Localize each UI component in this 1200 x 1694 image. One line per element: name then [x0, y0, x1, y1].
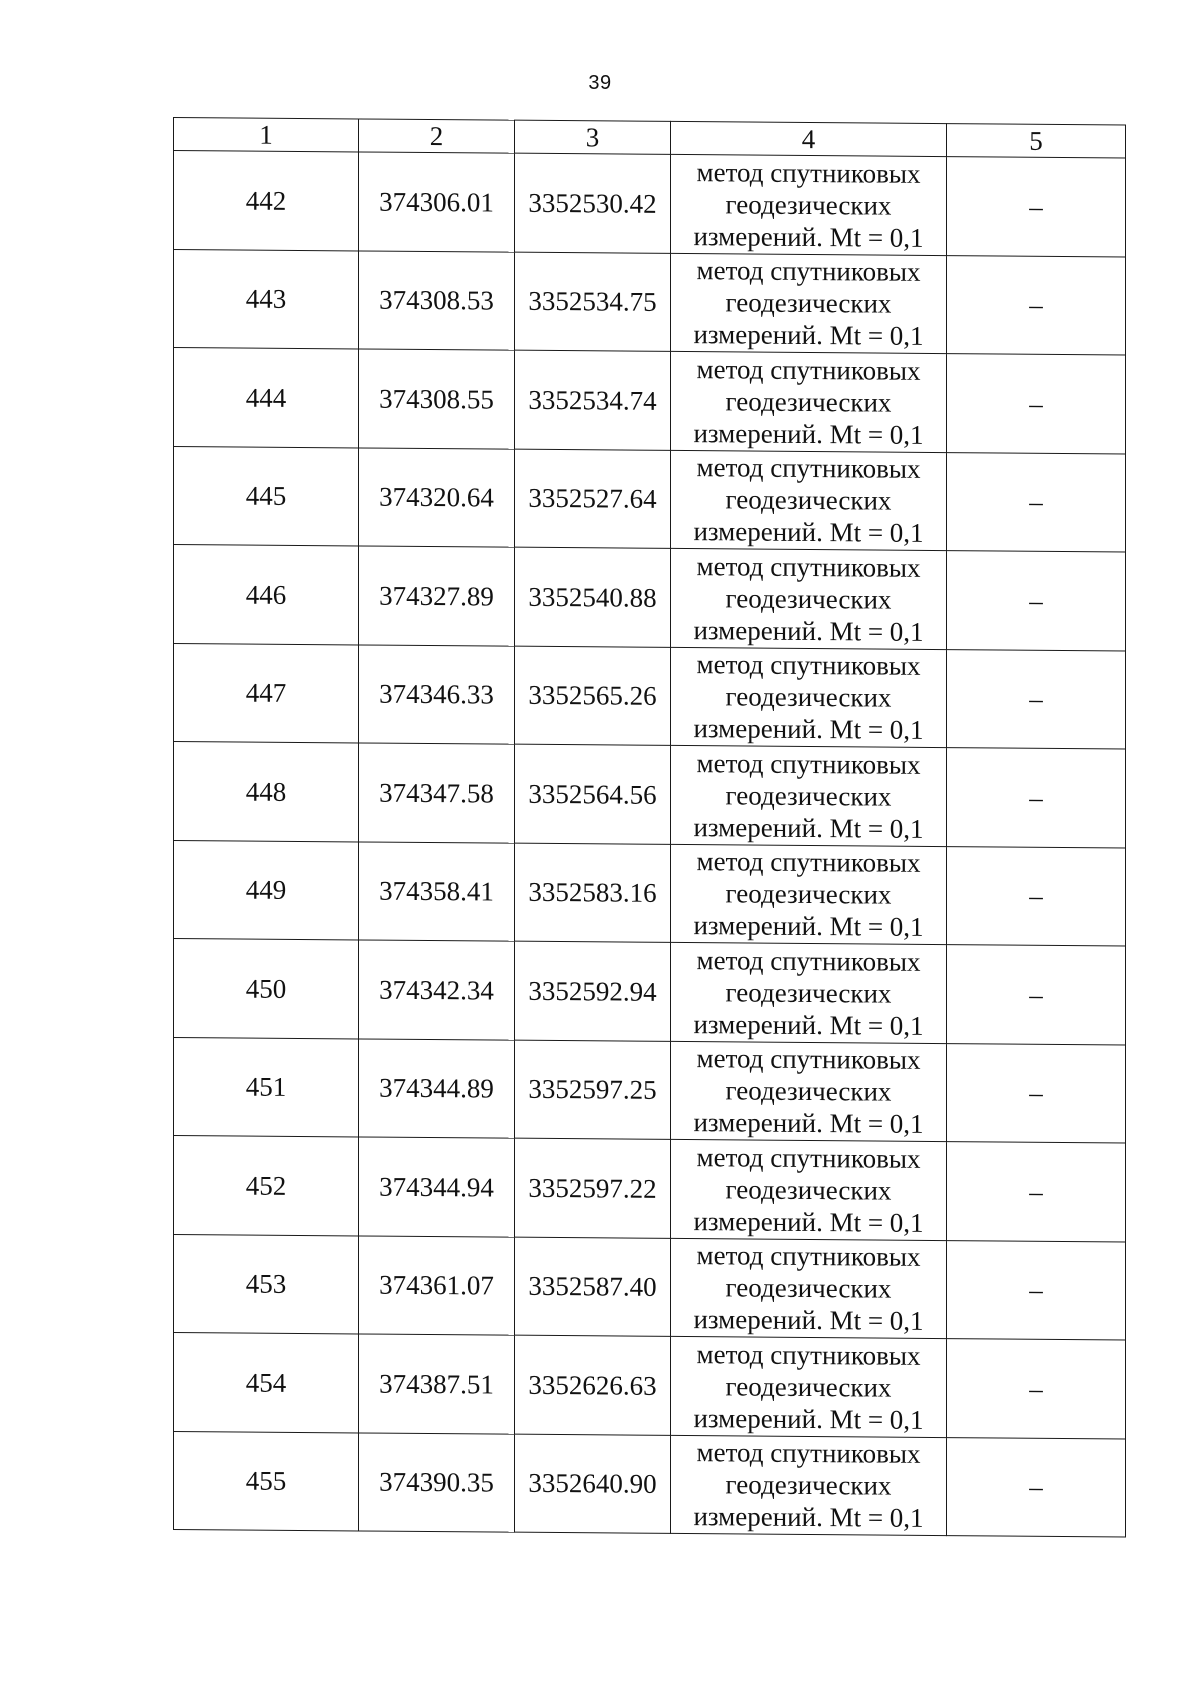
page-number: 39 [588, 72, 612, 94]
method-text-line: измерений. Mt = 0,1 [693, 1205, 924, 1238]
y-coordinate-cell: 3352564.56 [515, 744, 671, 844]
note-cell: – [947, 1043, 1126, 1143]
point-number-cell: 453 [174, 1234, 359, 1334]
note-cell: – [947, 649, 1126, 749]
method-text-line: метод спутниковых [696, 1141, 921, 1174]
x-coordinate-cell: 374308.53 [359, 250, 515, 350]
method-cell [671, 1041, 947, 1142]
method-text-line: измерений. Mt = 0,1 [693, 417, 924, 450]
point-number-cell: 451 [174, 1037, 359, 1137]
y-coordinate-cell: 3352530.42 [515, 153, 671, 253]
table-row [174, 151, 1126, 257]
point-number-cell: 448 [174, 742, 359, 842]
method-text-line: геодезических [725, 1075, 892, 1107]
column-header-3: 3 [515, 120, 671, 154]
note-cell: – [947, 551, 1126, 651]
table-row [174, 1037, 1126, 1143]
method-text-line: метод спутниковых [696, 353, 921, 386]
table-row [174, 1431, 1126, 1537]
y-coordinate-cell: 3352565.26 [515, 646, 671, 746]
method-text-line: измерений. Mt = 0,1 [693, 516, 924, 549]
method-text-line: геодезических [725, 1272, 892, 1304]
y-coordinate-cell: 3352597.22 [515, 1138, 671, 1238]
y-coordinate-cell: 3352626.63 [515, 1335, 671, 1435]
table-row [174, 1234, 1126, 1340]
table-row [174, 348, 1126, 454]
method-cell [671, 1139, 947, 1240]
x-coordinate-cell: 374361.07 [359, 1235, 515, 1335]
method-cell [671, 351, 947, 452]
point-number-cell: 444 [174, 348, 359, 448]
x-coordinate-cell: 374306.01 [359, 152, 515, 252]
method-text-line: геодезических [725, 386, 892, 418]
point-number-cell: 455 [174, 1431, 359, 1531]
point-number-cell: 443 [174, 249, 359, 349]
table-row [174, 840, 1126, 946]
method-text-line: измерений. Mt = 0,1 [693, 1304, 924, 1337]
method-cell [671, 745, 947, 846]
x-coordinate-cell: 374358.41 [359, 841, 515, 941]
method-text-line: измерений. Mt = 0,1 [693, 1501, 924, 1534]
table-row [174, 545, 1126, 651]
method-text-line: измерений. Mt = 0,1 [693, 1008, 924, 1041]
method-text-line: геодезических [725, 780, 892, 812]
method-cell [671, 1336, 947, 1437]
x-coordinate-cell: 374346.33 [359, 644, 515, 744]
method-text-line: метод спутниковых [696, 255, 921, 288]
table-row [174, 1136, 1126, 1242]
method-cell [671, 548, 947, 649]
table-row [174, 643, 1126, 749]
x-coordinate-cell: 374320.64 [359, 447, 515, 547]
note-cell: – [947, 354, 1126, 454]
method-text-line: измерений. Mt = 0,1 [693, 910, 924, 943]
x-coordinate-cell: 374344.89 [359, 1038, 515, 1138]
method-cell [671, 647, 947, 748]
method-text-line: метод спутниковых [696, 452, 921, 485]
method-text-line: измерений. Mt = 0,1 [693, 811, 924, 844]
method-text-line: метод спутниковых [696, 156, 921, 189]
y-coordinate-cell: 3352587.40 [515, 1237, 671, 1337]
method-text-line: измерений. Mt = 0,1 [693, 1402, 924, 1435]
note-cell: – [947, 748, 1126, 848]
y-coordinate-cell: 3352527.64 [515, 449, 671, 549]
note-cell: – [947, 255, 1126, 355]
method-text-line: измерений. Mt = 0,1 [693, 1107, 924, 1140]
table-row [174, 742, 1126, 848]
method-text-line: метод спутниковых [696, 846, 921, 879]
point-number-cell: 445 [174, 446, 359, 546]
column-header-2: 2 [359, 119, 515, 153]
method-text-line: геодезических [725, 1469, 892, 1501]
method-text-line: геодезических [725, 287, 892, 319]
x-coordinate-cell: 374342.34 [359, 940, 515, 1040]
table-body [174, 151, 1126, 1537]
y-coordinate-cell: 3352534.75 [515, 252, 671, 352]
method-text-line: измерений. Mt = 0,1 [693, 220, 924, 253]
coordinates-table [173, 117, 1126, 1537]
method-text-line: геодезических [725, 583, 892, 615]
point-number-cell: 449 [174, 840, 359, 940]
table-row [174, 446, 1126, 552]
method-cell [671, 450, 947, 551]
method-cell [671, 253, 947, 354]
note-cell: – [947, 1437, 1126, 1537]
method-text-line: геодезических [725, 681, 892, 713]
note-cell: – [947, 945, 1126, 1045]
x-coordinate-cell: 374308.55 [359, 349, 515, 449]
method-text-line: измерений. Mt = 0,1 [693, 713, 924, 746]
point-number-cell: 447 [174, 643, 359, 743]
y-coordinate-cell: 3352597.25 [515, 1040, 671, 1140]
column-header-5: 5 [947, 124, 1126, 158]
method-cell [671, 1238, 947, 1339]
x-coordinate-cell: 374387.51 [359, 1334, 515, 1434]
method-text-line: метод спутниковых [696, 747, 921, 780]
note-cell: – [947, 846, 1126, 946]
method-text-line: метод спутниковых [696, 649, 921, 682]
x-coordinate-cell: 374347.58 [359, 743, 515, 843]
note-cell: – [947, 1240, 1126, 1340]
x-coordinate-cell: 374344.94 [359, 1137, 515, 1237]
table-row [174, 249, 1126, 355]
point-number-cell: 452 [174, 1136, 359, 1236]
note-cell: – [947, 1142, 1126, 1242]
method-cell [671, 1435, 947, 1536]
method-cell [671, 942, 947, 1043]
y-coordinate-cell: 3352592.94 [515, 941, 671, 1041]
y-coordinate-cell: 3352583.16 [515, 843, 671, 943]
method-text-line: метод спутниковых [696, 1338, 921, 1371]
method-text-line: метод спутниковых [696, 944, 921, 977]
y-coordinate-cell: 3352540.88 [515, 547, 671, 647]
method-text-line: геодезических [725, 484, 892, 516]
y-coordinate-cell: 3352534.74 [515, 350, 671, 450]
table-row [174, 939, 1126, 1045]
x-coordinate-cell: 374327.89 [359, 546, 515, 646]
method-text-line: измерений. Mt = 0,1 [693, 614, 924, 647]
note-cell: – [947, 157, 1126, 257]
point-number-cell: 454 [174, 1333, 359, 1433]
method-text-line: измерений. Mt = 0,1 [693, 319, 924, 352]
note-cell: – [947, 1339, 1126, 1439]
point-number-cell: 450 [174, 939, 359, 1039]
column-header-4: 4 [671, 121, 947, 156]
y-coordinate-cell: 3352640.90 [515, 1434, 671, 1534]
point-number-cell: 442 [174, 151, 359, 251]
method-text-line: метод спутниковых [696, 1043, 921, 1076]
method-text-line: геодезических [725, 189, 892, 221]
method-text-line: метод спутниковых [696, 1240, 921, 1273]
point-number-cell: 446 [174, 545, 359, 645]
table-row [174, 1333, 1126, 1439]
method-text-line: геодезических [725, 878, 892, 910]
method-cell [671, 844, 947, 945]
x-coordinate-cell: 374390.35 [359, 1432, 515, 1532]
method-text-line: метод спутниковых [696, 550, 921, 583]
method-text-line: метод спутниковых [696, 1437, 921, 1470]
column-header-1: 1 [174, 118, 359, 152]
note-cell: – [947, 452, 1126, 552]
method-cell [671, 154, 947, 255]
method-text-line: геодезических [725, 1371, 892, 1403]
method-text-line: геодезических [725, 977, 892, 1009]
method-text-line: геодезических [725, 1174, 892, 1206]
